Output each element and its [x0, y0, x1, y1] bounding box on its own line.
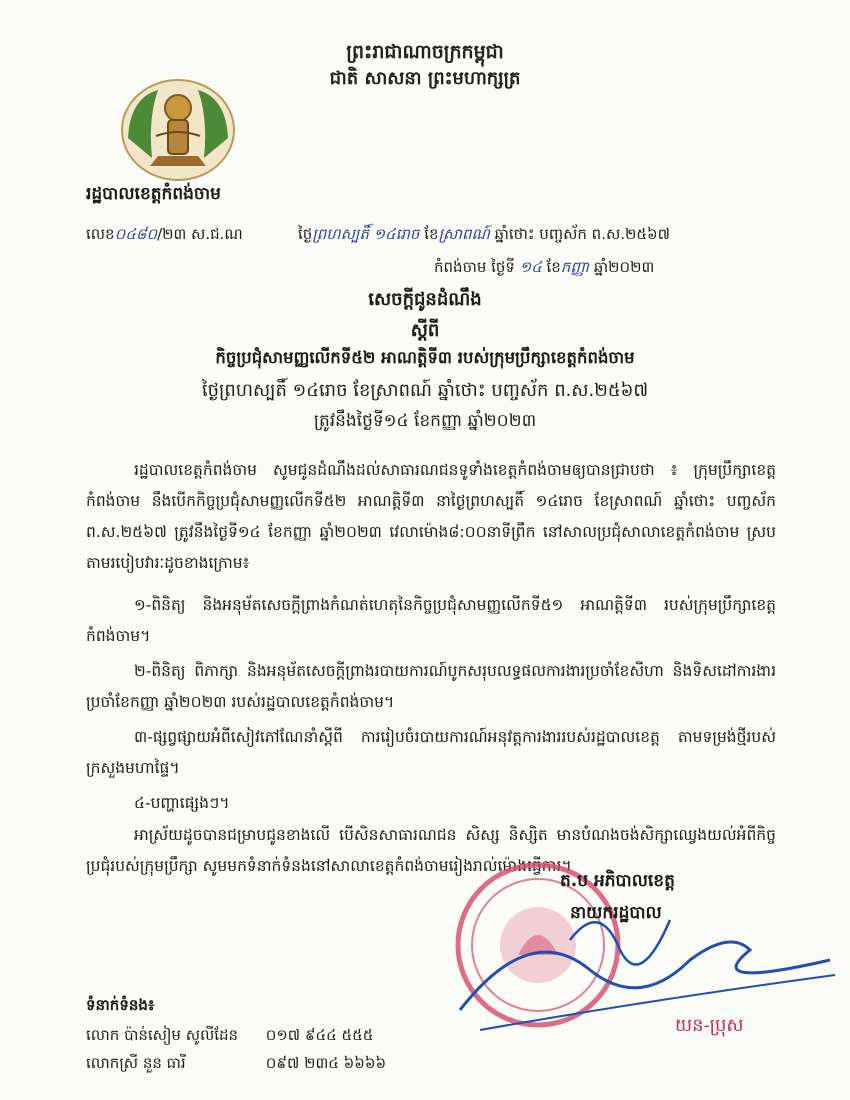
ref-no-handwritten: ០៤៨០	[114, 225, 158, 243]
solar-date-line	[434, 258, 654, 280]
agenda-item-3: ៣-ផ្សព្វផ្សាយអំពីសៀវភៅណែនាំស្តីពី ការរៀបចំរបាយការណ៍អនុវត្តការងាររបស់រដ្ឋបាលខេត្ត តាមទម្រង់ថ្មីរបស់ក្រសួងមហាផ្ទៃ។	[86, 728, 776, 777]
contact-heading: ទំនាក់ទំនង៖	[86, 996, 155, 1014]
contact-name: លោកស្រី នួន ធារី	[86, 1054, 186, 1072]
signature-title-1: ត.ប អភិបាលខេត្ត	[560, 871, 675, 891]
handwritten-signature	[450, 880, 840, 1040]
signature-icon	[450, 880, 840, 1040]
signature-title-2: នាយករដ្ឋបាល	[570, 903, 662, 923]
lunar-month-prefix: ខែ	[424, 225, 439, 243]
meeting-title: កិច្ចប្រជុំសាមញ្ញលើកទី៥២ អាណត្តិទី៣ របស់ក្រុមប្រឹក្សាខេត្តកំពង់ចាម	[215, 348, 635, 367]
date-month-handwritten: កញ្ញា	[560, 258, 590, 276]
reference-number	[86, 225, 243, 247]
contact-row	[86, 1026, 373, 1048]
lunar-weekday-handwritten: ព្រហស្បតិ៍	[312, 225, 369, 243]
agenda-item-2: ២-ពិនិត្យ ពិភាក្សា និងអនុម័តសេចក្តីព្រាងរបាយការណ៍បូកសរុបលទ្ធផលការងារប្រចាំខែសីហា និងទិសដៅការងារប្រចាំខែកញ្ញា ឆ្នាំ២០២៣ របស់រដ្ឋបាលខេត្តកំពង់ចាម។	[86, 662, 776, 711]
contact-phone: ០៩៧ ២៣៤ ៦៦៦៦	[265, 1054, 387, 1072]
motto-heading: ជាតិ សាសនា ព្រះមហាក្សត្រ	[329, 68, 521, 89]
lunar-day-handwritten: ១៤រោច	[373, 225, 420, 243]
date-prefix: កំពង់ចាម ថ្ងៃទី	[434, 258, 515, 276]
contact-phone: ០១៧ ៩៤៤ ៥៥៥	[265, 1026, 374, 1044]
subject-label: ស្តីពី	[410, 320, 440, 341]
lunar-prefix: ថ្ងៃ	[298, 225, 313, 243]
contact-row	[86, 1054, 386, 1076]
date-month-prefix: ខែ	[546, 258, 561, 276]
kingdom-heading: ព្រះរាជាណាចក្រកម្ពុជា	[346, 41, 504, 63]
ref-no-prefix: លេខ	[86, 225, 115, 243]
emblem-icon	[118, 78, 238, 182]
lunar-suffix: ឆ្នាំថោះ បញ្ចស័ក ព.ស.២៥៦៧	[494, 225, 670, 243]
agenda-item-4: ៤-បញ្ហាផ្សេងៗ។	[134, 794, 230, 812]
signatory-name: យន-ប្រុស	[675, 1015, 744, 1036]
ref-no-suffix: /២៣ ស.ជ.ណ	[157, 225, 243, 243]
issuing-office: រដ្ឋបាលខេត្តកំពង់ចាម	[86, 184, 221, 204]
meeting-lunar-date: ថ្ងៃព្រហស្បតិ៍ ១៤រោច ខែស្រាពណ៍ ឆ្នាំថោះ បញ្ចស័ក ព.ស.២៥៦៧	[201, 380, 649, 401]
contact-name: លោក ប៉ាន់សៀម សូលីដែន	[86, 1026, 239, 1044]
intro-paragraph: រដ្ឋបាលខេត្តកំពង់ចាម សូមជូនដំណឹងដល់សាធារណជនទូទាំងខេត្តកំពង់ចាមឲ្យបានជ្រាបថា ៖ ក្រុមប្រឹក្សាខេត្តកំពង់ចាម នឹងបើកកិច្ចប្រជុំសាមញ្ញលើកទី៥២ អាណត្តិទី៣ នាថ្ងៃព្រហស្បតិ៍ ១៤រោច ខែស្រាពណ៍ ឆ្នាំថោះ បញ្ចស័ក ព.ស.២៥៦៧ ត្រូវនឹងថ្ងៃទី១៤ ខែកញ្ញា ឆ្នាំ២០២៣ វេលាម៉ោង៨:០០នាទីព្រឹក នៅសាលប្រជុំសាលាខេត្តកំពង់ចាម ស្របតាមរបៀបវារៈដូចខាងក្រោម៖	[86, 461, 776, 572]
date-day-handwritten: ១៤	[519, 258, 542, 276]
meeting-solar-date: ត្រូវនឹងថ្ងៃទី១៤ ខែកញ្ញា ឆ្នាំ២០២៣	[313, 411, 537, 431]
province-emblem	[118, 78, 238, 182]
notice-title: សេចក្តីជូនដំណឹង	[368, 289, 482, 310]
closing-paragraph: អាស្រ័យដូចបានជម្រាបជូនខាងលើ បើសិនសាធារណជន សិស្ស និស្សិត មានបំណងចង់សិក្សាឈ្វេងយល់អំពីកិច្ចប្រជុំរបស់ក្រុមប្រឹក្សា សូមមកទំនាក់ទំនងនៅសាលាខេត្តកំពង់ចាមរៀងរាល់ម៉ោងធ្វើការ។	[86, 826, 776, 875]
agenda-item-1: ១-ពិនិត្យ និងអនុម័តសេចក្តីព្រាងកំណត់ហេតុនៃកិច្ចប្រជុំសាមញ្ញលើកទី៥១ អាណត្តិទី៣ របស់ក្រុមប្រឹក្សាខេត្តកំពង់ចាម។	[86, 596, 776, 645]
date-year: ឆ្នាំ២០២៣	[593, 258, 655, 276]
lunar-month-handwritten: ស្រាពណ៍	[438, 225, 490, 243]
lunar-date-line	[298, 225, 670, 247]
